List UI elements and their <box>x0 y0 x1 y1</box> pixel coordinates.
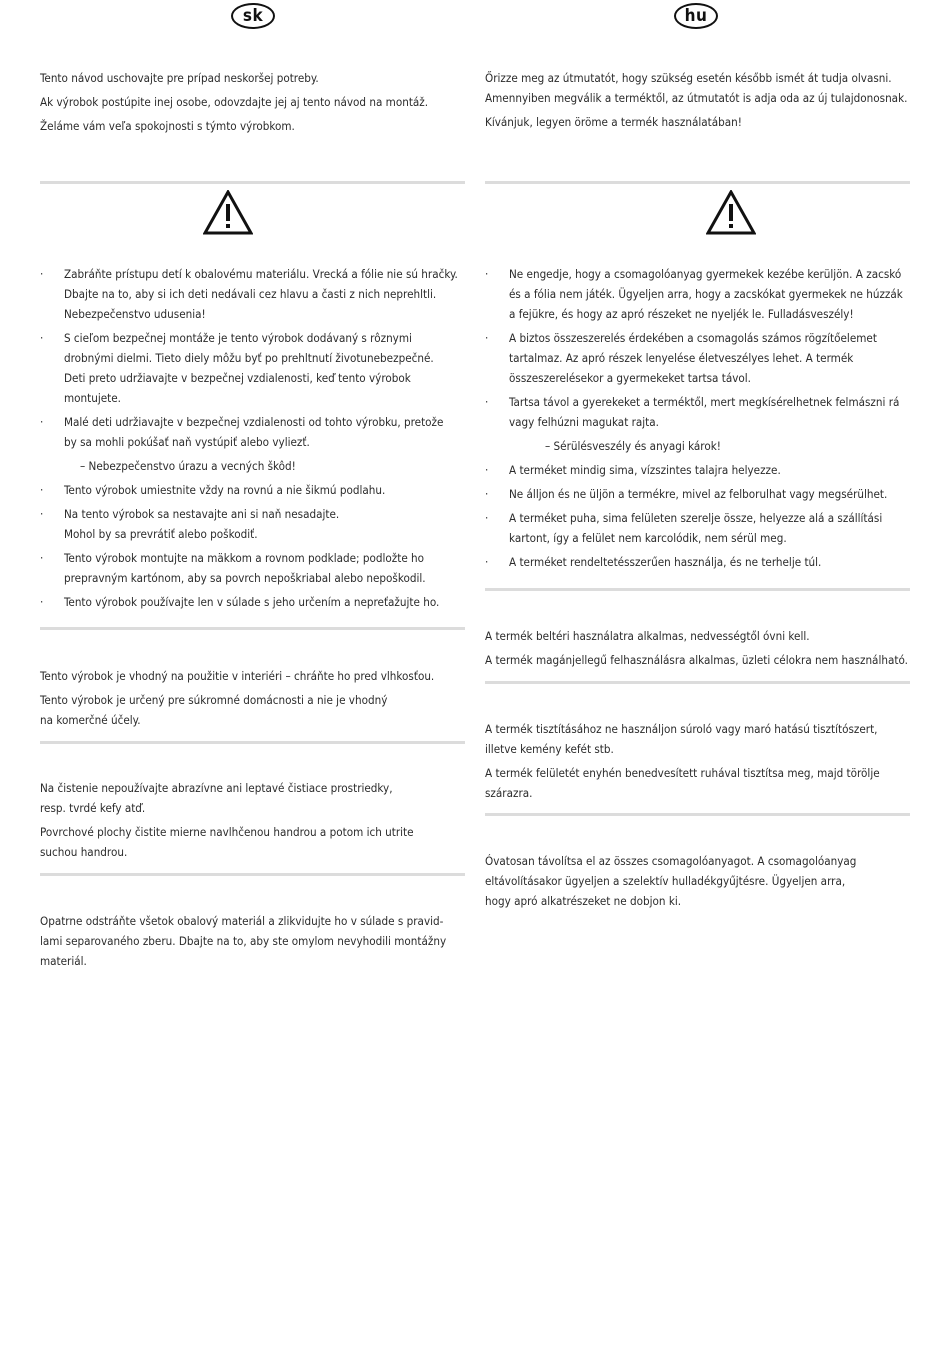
list-item: · Tento výrobok montujte na mäkkom a rovnom podklade; podložte ho prepravným kartónom, aby sa povrch nepoškriabal alebo nepoškodil. <box>40 551 426 585</box>
list-item: · S cieľom bezpečnej montáže je tento výrobok dodávaný s rôznymi drobnými dielmi. Tieto diely môžu byť po prehltnutí životunebezpečné. Deti preto udržiavajte v bezpečnej vzdialenosti, keď tento výrobok montujete. <box>40 331 434 405</box>
warning-list-sk <box>40 264 470 616</box>
list-item: · A terméket mindig sima, vízszintes talajra helyezze. <box>485 463 781 477</box>
disposal-sk <box>40 911 470 975</box>
divider <box>40 741 465 744</box>
hazard-note: – Sérülésveszély és anyagi károk! <box>545 439 721 453</box>
cleaning-line: suchou handrou. <box>40 845 128 859</box>
list-item: · Tento výrobok používajte len v súlade s jeho určením a nepreťažujte ho. <box>40 595 440 609</box>
list-item: · Tartsa távol a gyerekeket a terméktől, mert megkísérelhetnek felmászni rá vagy felhúzni magukat rajta. <box>485 395 900 429</box>
divider <box>40 627 465 630</box>
hazard-note: – Nebezpečenstvo úrazu a vecných škôd! <box>80 459 296 473</box>
usage-sk <box>40 666 470 734</box>
intro-line: Őrizze meg az útmutatót, hogy szükség esetén később ismét át tudja olvasni. <box>485 71 892 85</box>
usage-line: Tento výrobok je určený pre súkromné domácnosti a nie je vhodný <box>40 693 388 707</box>
disposal-line: hogy apró alkatrészeket ne dobjon ki. <box>485 894 682 908</box>
divider <box>40 181 465 184</box>
cleaning-line: resp. tvrdé kefy atď. <box>40 801 146 815</box>
list-item: · Malé deti udržiavajte v bezpečnej vzdialenosti od tohto výrobku, pretože by sa mohli pokúšať naň vystúpiť alebo vyliezť. <box>40 415 444 449</box>
intro-line: Amennyiben megválik a terméktől, az útmutatót is adja oda az új tulajdonosnak. <box>485 91 908 105</box>
cleaning-line: illetve kemény kefét stb. <box>485 742 614 756</box>
disposal-line: materiál. <box>40 954 87 968</box>
language-badge-hu: hu <box>674 3 718 29</box>
intro-line: Tento návod uschovajte pre prípad neskoršej potreby. <box>40 71 319 85</box>
usage-line: A termék magánjellegű felhasználásra alkalmas, üzleti célokra nem használható. <box>485 653 908 667</box>
list-item: · Ne engedje, hogy a csomagolóanyag gyermekek kezébe kerüljön. A zacskó és a fólia nem játék. Ügyeljen arra, hogy a zacskókat gyermekek ne húzzák a fejükre, és hogy az apró részeket ne nyeljék le. Fulladásveszély! <box>485 267 903 321</box>
divider <box>485 588 910 591</box>
disposal-line: Óvatosan távolítsa el az összes csomagolóanyagot. A csomagolóanyag <box>485 854 857 868</box>
intro-sk <box>40 68 470 140</box>
list-item: · Na tento výrobok sa nestavajte ani si naň nesadajte. Mohol by sa prevrátiť alebo poškodiť. <box>40 507 340 541</box>
divider <box>40 873 465 876</box>
usage-line: na komerčné účely. <box>40 713 141 727</box>
intro-line: Želáme vám veľa spokojnosti s týmto výrobkom. <box>40 119 295 133</box>
disposal-hu <box>485 851 915 915</box>
intro-line: Ak výrobok postúpite inej osobe, odovzdajte jej aj tento návod na montáž. <box>40 95 429 109</box>
list-item: · A biztos összeszerelés érdekében a csomagolás számos rögzítőelemet tartalmaz. Az apró részek lenyelése életveszélyes lehet. A termék összeszerelésekor a gyermekeket tartsa távol. <box>485 331 877 385</box>
warning-triangle-icon <box>706 190 756 235</box>
cleaning-sk <box>40 778 470 866</box>
disposal-line: eltávolításakor ügyeljen a szelektív hulladékgyűjtésre. Ügyeljen arra, <box>485 874 846 888</box>
language-badge-sk: sk <box>231 3 275 29</box>
list-item: · Zabráňte prístupu detí k obalovému materiálu. Vrecká a fólie nie sú hračky. Dbajte na to, aby si ich deti nedávali cez hlavu a časti z nich neprehltli. Nebezpečenstvo udusenia! <box>40 267 458 321</box>
list-item: · A terméket puha, sima felületen szerelje össze, helyezze alá a szállítási kartont, így a felület nem karcolódik, nem sérül meg. <box>485 511 883 545</box>
disposal-line: Opatrne odstráňte všetok obalový materiál a zlikvidujte ho v súlade s pravid- <box>40 914 444 928</box>
usage-line: A termék beltéri használatra alkalmas, nedvességtől óvni kell. <box>485 629 810 643</box>
list-item: · Tento výrobok umiestnite vždy na rovnú a nie šikmú podlahu. <box>40 483 386 497</box>
cleaning-line: A termék tisztításához ne használjon súroló vagy maró hatású tisztítószert, <box>485 722 878 736</box>
cleaning-line: szárazra. <box>485 786 533 800</box>
intro-line: Kívánjuk, legyen öröme a termék használatában! <box>485 115 742 129</box>
list-item: · A terméket rendeltetésszerűen használja, és ne terhelje túl. <box>485 555 822 569</box>
intro-hu <box>485 68 915 136</box>
divider <box>485 681 910 684</box>
usage-line: Tento výrobok je vhodný na použitie v interiéri – chráňte ho pred vlhkosťou. <box>40 669 435 683</box>
cleaning-line: Povrchové plochy čistite mierne navlhčenou handrou a potom ich utrite <box>40 825 414 839</box>
divider <box>485 181 910 184</box>
list-item: · Ne álljon és ne üljön a termékre, mivel az felborulhat vagy megsérülhet. <box>485 487 888 501</box>
cleaning-line: A termék felületét enyhén benedvesített ruhával tisztítsa meg, majd törölje <box>485 766 880 780</box>
cleaning-line: Na čistenie nepoužívajte abrazívne ani leptavé čistiace prostriedky, <box>40 781 393 795</box>
warning-list-hu <box>485 264 915 576</box>
disposal-line: lami separovaného zberu. Dbajte na to, aby ste omylom nevyhodili montážny <box>40 934 447 948</box>
cleaning-hu <box>485 719 915 807</box>
warning-triangle-icon <box>203 190 253 235</box>
divider <box>485 813 910 816</box>
usage-hu <box>485 626 915 674</box>
